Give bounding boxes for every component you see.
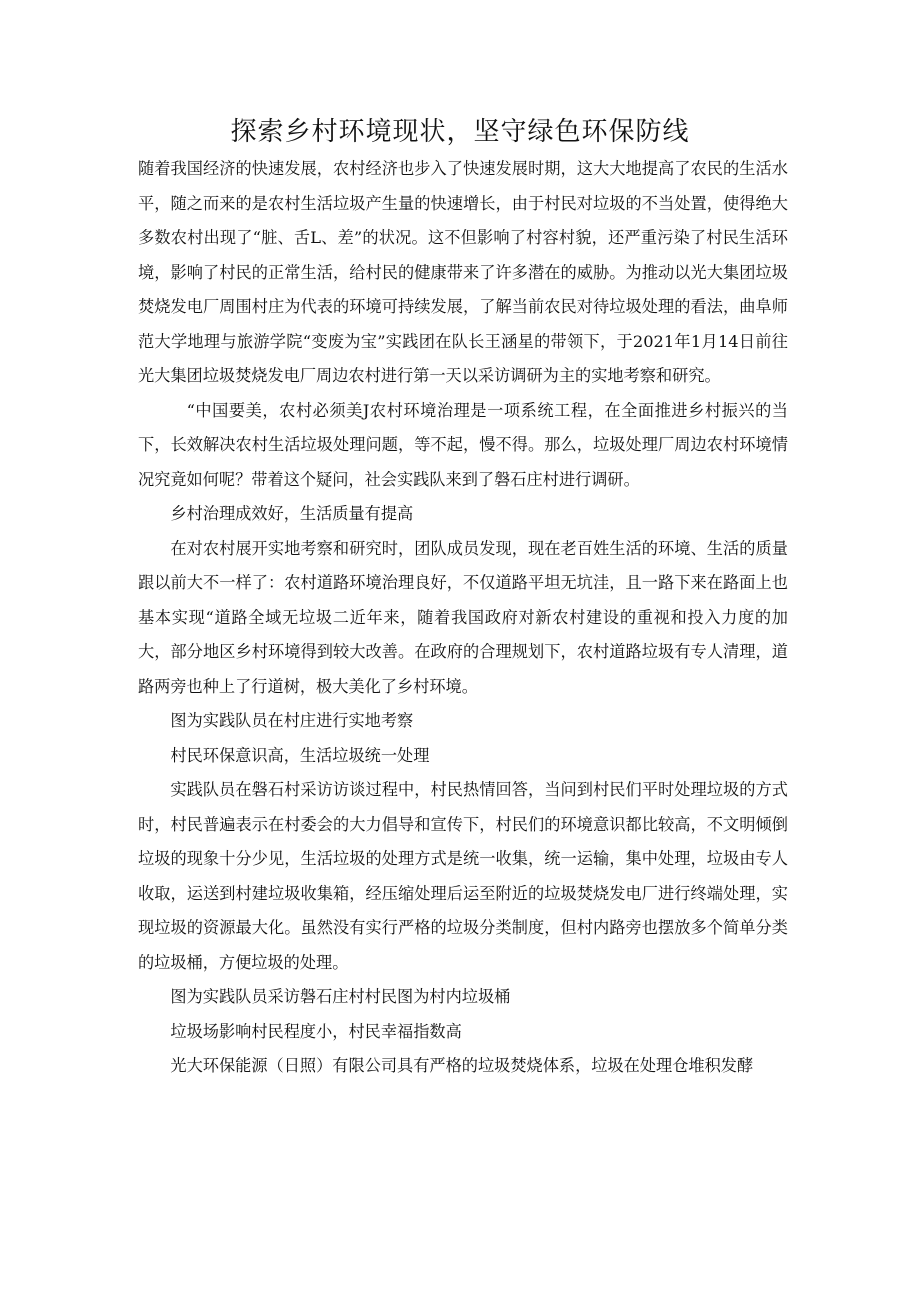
paragraph-company: 光大环保能源（日照）有限公司具有严格的垃圾焚烧体系，垃圾在处理仓堆积发酵 xyxy=(170,1056,754,1075)
section-heading-awareness: 村民环保意识高，生活垃圾统一处理 xyxy=(170,745,430,765)
section-heading-happiness: 垃圾场影响村民程度小，村民幸福指数高 xyxy=(170,1021,462,1041)
paragraph-governance: 在对农村展开实地考察和研究时，团队成员发现，现在老百姓生活的环境、生活的质量跟以前大不一样了：农村道路环境治理良好，不仅道路平坦无坑洼，且一路下来在路面上也基本实现“道路全域无垃圾二近年来，随着我国政府对新农村建设的重视和投入力度的加大，部分地区乡村环境得到较大改善。在政府的合理规划下，农村道路垃圾有专人清理，道路两旁也种上了行道树，极大美化了乡村环境。 xyxy=(138,538,788,696)
paragraph-quote: “中国要美，农村必须美J农村环境治理是一项系统工程，在全面推进乡村振兴的当下，长效解决农村生活垃圾处理问题，等不起，慢不得。那么，垃圾处理厂周边农村环境情况究竟如何呢？带着这个疑问，社会实践队来到了磐石庄村进行调研。 xyxy=(138,400,788,489)
document-title: 探索乡村环境现状，坚守绿色环保防线 xyxy=(230,117,690,147)
section-heading-governance: 乡村治理成效好，生活质量有提高 xyxy=(170,504,414,523)
paragraph-awareness: 实践队员在磐石村采访访谈过程中，村民热情回答，当问到村民们平时处理垃圾的方式时，村民普遍表示在村委会的大力倡导和宣传下，村民们的环境意识都比较高，不文明倾倒垃圾的现象十分少见，生活垃圾的处理方式是统一收集，统一运输，集中处理，垃圾由专人收取，运送到村建垃圾收集箱，经压缩处理后运至附近的垃圾焚烧发电厂进行终端处理，实现垃圾的资源最大化。虽然没有实行严格的垃圾分类制度，但村内路旁也摆放多个简单分类的垃圾桶，方便垃圾的处理。 xyxy=(138,780,788,972)
paragraph-intro: 随着我国经济的快速发展，农村经济也步入了快速发展时期，这大大地提高了农民的生活水平，随之而来的是农村生活垃圾产生量的快速增长，由于村民对垃圾的不当处置，使得绝大多数农村出现了“脏、舌L、差”的状况。这不但影响了村容村貌，还严重污染了村民生活环境，影响了村民的正常生活，给村民的健康带来了许多潜在的威胁。为推动以光大集团垃圾焚烧发电厂周围村庄为代表的环境可持续发展，了解当前农民对待垃圾处理的看法，曲阜师范大学地理与旅游学院“变废为宝”实践团在队长王涵星的带领下，于2021年1月14日前往光大集团垃圾焚烧发电厂周边农村进行第一天以采访调研为主的实地考察和研究。 xyxy=(138,159,788,385)
figure-caption-survey: 图为实践队员在村庄进行实地考察 xyxy=(170,711,414,730)
figure-caption-interview: 图为实践队员采访磐石庄村村民图为村内垃圾桶 xyxy=(170,987,511,1006)
document-body xyxy=(138,152,788,1084)
